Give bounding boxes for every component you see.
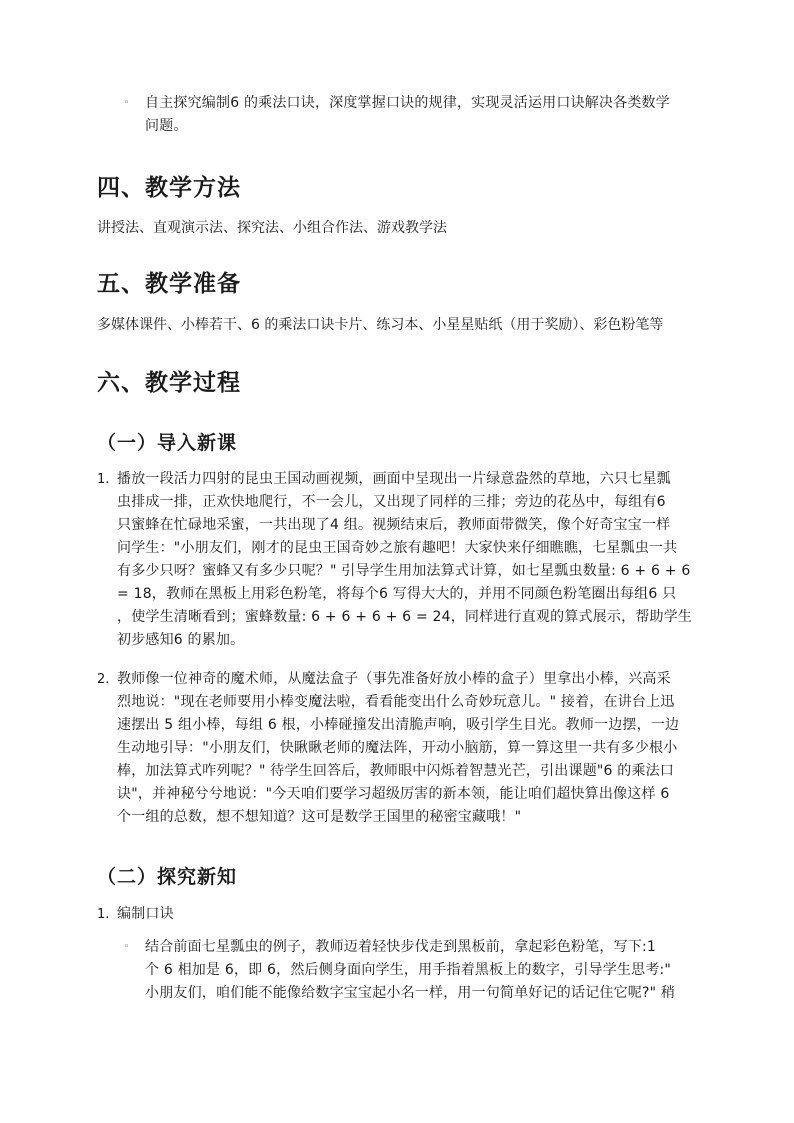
text-line: 速摆出 5 组小棒，每组 6 根，小棒碰撞发出清脆声响，吸引学生目光。教师一边摆，一边 [117,717,680,733]
objective-line-2: 问题。 [145,118,188,134]
section-heading-methods: 四、教学方法 [97,175,241,201]
list-number: 1. [97,907,110,922]
text-line: 结合前面七星瓢虫的例子，教师迈着轻快步伐走到黑板前，拿起彩色粉笔，写下:1 [145,939,657,955]
list-number: 2. [97,672,110,687]
text-line: 烈地说："现在老师要用小棒变魔法啦，看看能变出什么奇妙玩意儿。" 接着，在讲台上迅 [117,694,675,710]
text-line: 棒，加法算式咋列呢？" 待学生回答后，教师眼中闪烁着智慧光芒，引出课题"6 的乘法口 [117,763,675,779]
text-line: 问学生："小朋友们，刚才的昆虫王国奇妙之旅有趣吧！大家快来仔细瞧瞧，七星瓢虫一共 [117,540,678,556]
explore-bullet-text [145,936,684,1005]
text-line: = 18，教师在黑板上用彩色粉笔，将每个6 写得大大的，并用不同颜色粉笔圈出每组6 只 [117,586,677,602]
methods-text: 讲授法、直观演示法、探究法、小组合作法、游戏教学法 [97,220,447,236]
text-line: 初步感知6 的累加。 [117,632,245,648]
bullet-marker: ◦ [124,98,130,108]
text-line: 只蜜蜂在忙碌地采蜜，一共出现了4 组。视频结束后，教师面带微笑，像个好奇宝宝一样 [117,517,671,533]
text-line: 个 6 相加是 6，即 6，然后侧身面向学生，用手指着黑板上的数字，引导学生思考:" [145,962,672,978]
section-heading-preparation: 五、教学准备 [97,271,241,297]
text-line: 小朋友们，咱们能不能像给数字宝宝起小名一样，用一句简单好记的话记住它呢?" 稍 [145,985,676,1001]
explore-bullet-item [124,936,684,1005]
text-line: 有多少只呀？蜜蜂又有多少只呢？" 引导学生用加法算式计算，如七星瓢虫数量: 6 + 6 + 6 [117,563,691,579]
preparation-text: 多媒体课件、小棒若干、6 的乘法口诀卡片、练习本、小星星贴纸（用于奖励）、彩色粉笔等 [97,317,664,333]
subsection-heading-explore: （二）探究新知 [97,866,238,888]
intro-item-2-text [117,668,697,829]
section-heading-process: 六、教学过程 [97,370,241,396]
text-line: 个一组的总数，想不想知道？这可是数学王国里的秘密宝藏哦！" [117,809,522,825]
text-line: ，使学生清晰看到；蜜蜂数量: 6 + 6 + 6 + 6 = 24，同样进行直观的算式展示，帮助学生 [117,609,693,625]
objective-line-1: 自主探究编制6 的乘法口诀，深度掌握口诀的规律，实现灵活运用口诀解决各类数学 [145,95,670,111]
list-number: 1. [97,472,110,487]
explore-item-1-label: 编制口诀 [117,906,174,922]
text-line: 生动地引导："小朋友们，快瞅瞅老师的魔法阵，开动小脑筋，算一算这里一共有多少根小 [117,740,678,756]
subsection-heading-intro: （一）导入新课 [97,432,238,454]
bullet-marker: ◦ [124,942,130,952]
text-line: 虫排成一排，正欢快地爬行，不一会儿，又出现了同样的三排；旁边的花丛中，每组有6 [117,494,666,510]
objective-bullet-item [124,92,684,138]
intro-item-1-text [117,468,697,652]
text-line: 诀"，并神秘兮兮地说："今天咱们要学习超级厉害的新本领，能让咱们超快算出像这样 6 [117,786,670,802]
text-line: 播放一段活力四射的昆虫王国动画视频，画面中呈现出一片绿意盎然的草地，六只七星瓢 [117,471,671,487]
objective-bullet-text [145,92,684,138]
text-line: 教师像一位神奇的魔术师，从魔法盒子（事先准备好放小棒的盒子）里拿出小棒，兴高采 [117,671,671,687]
